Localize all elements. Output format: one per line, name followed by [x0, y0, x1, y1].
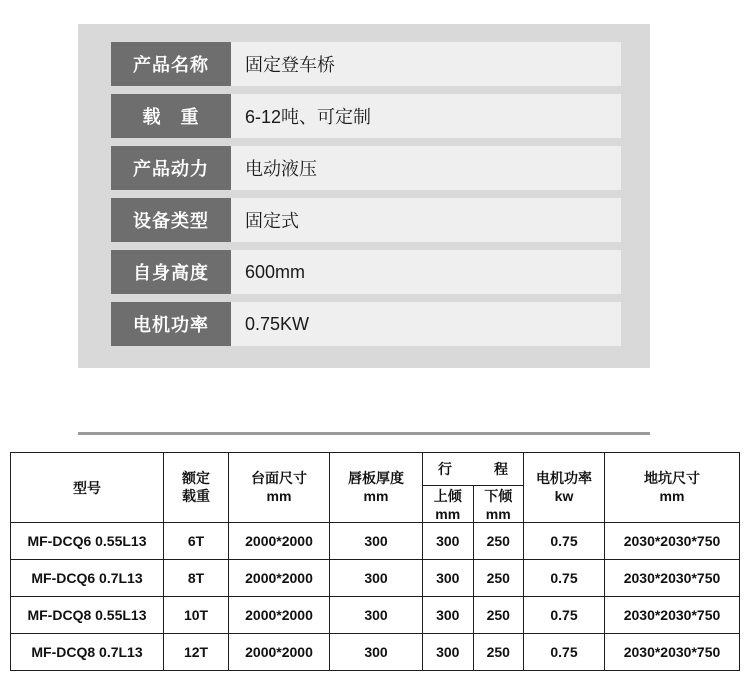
spec-table-head	[11, 453, 740, 523]
cell-platform: 2000*2000	[229, 597, 330, 634]
header-travel	[423, 453, 524, 486]
spec-label-equipment-type: 设备类型	[111, 198, 231, 242]
spec-value-motor-power: 0.75KW	[231, 302, 621, 346]
spec-label-motor-power: 电机功率	[111, 302, 231, 346]
spec-row-product-name	[111, 42, 621, 86]
header-capacity-line2: 载重	[182, 487, 210, 504]
cell-platform: 2000*2000	[229, 560, 330, 597]
cell-pit: 2030*2030*750	[605, 523, 740, 560]
spec-row-motor-power	[111, 302, 621, 346]
header-capacity-line1: 额定	[182, 470, 210, 486]
table-row	[11, 597, 740, 634]
cell-travel-up: 300	[423, 560, 474, 597]
cell-capacity: 8T	[164, 560, 229, 597]
spec-label-load-capacity: 载 重	[111, 94, 231, 138]
cell-capacity: 12T	[164, 634, 229, 671]
spec-row-equipment-type	[111, 198, 621, 242]
header-capacity	[164, 453, 229, 523]
cell-platform: 2000*2000	[229, 523, 330, 560]
section-divider	[78, 432, 650, 435]
cell-power: 0.75	[524, 634, 605, 671]
cell-power: 0.75	[524, 597, 605, 634]
header-lip-line1: 唇板厚度	[348, 470, 404, 486]
cell-travel-down: 250	[473, 523, 524, 560]
table-row	[11, 523, 740, 560]
table-row	[11, 560, 740, 597]
cell-capacity: 10T	[164, 597, 229, 634]
header-platform-line2: mm	[266, 487, 292, 504]
cell-lip: 300	[330, 597, 423, 634]
header-pit-line1: 地坑尺寸	[644, 470, 700, 486]
spec-table-body	[11, 523, 740, 671]
spec-value-power-type: 电动液压	[231, 146, 621, 190]
cell-capacity: 6T	[164, 523, 229, 560]
header-power-line1: 电机功率	[536, 470, 592, 486]
table-row	[11, 634, 740, 671]
table-header-row-1	[11, 453, 740, 486]
header-motor-power	[524, 453, 605, 523]
header-pit-line2: mm	[659, 487, 685, 504]
header-power-line2: kw	[554, 487, 574, 504]
cell-power: 0.75	[524, 560, 605, 597]
cell-travel-up: 300	[423, 597, 474, 634]
cell-platform: 2000*2000	[229, 634, 330, 671]
header-platform-size	[229, 453, 330, 523]
cell-travel-down: 250	[473, 634, 524, 671]
cell-power: 0.75	[524, 523, 605, 560]
cell-pit: 2030*2030*750	[605, 634, 740, 671]
cell-model: MF-DCQ8 0.55L13	[11, 597, 164, 634]
cell-pit: 2030*2030*750	[605, 597, 740, 634]
header-travel-up: 上倾mm	[423, 486, 474, 523]
header-travel-label: 行 程	[438, 461, 522, 477]
spec-value-self-height: 600mm	[231, 250, 621, 294]
cell-travel-up: 300	[423, 634, 474, 671]
header-model: 型号	[11, 453, 164, 523]
cell-lip: 300	[330, 634, 423, 671]
spec-label-product-name: 产品名称	[111, 42, 231, 86]
header-travel-down: 下倾mm	[473, 486, 524, 523]
spec-panel	[78, 24, 650, 368]
cell-travel-down: 250	[473, 597, 524, 634]
spec-label-power-type: 产品动力	[111, 146, 231, 190]
spec-value-equipment-type: 固定式	[231, 198, 621, 242]
spec-value-product-name: 固定登车桥	[231, 42, 621, 86]
header-platform-line1: 台面尺寸	[251, 470, 307, 486]
spec-row-load-capacity	[111, 94, 621, 138]
spec-table	[10, 452, 740, 671]
header-lip-line2: mm	[363, 487, 389, 504]
cell-model: MF-DCQ6 0.7L13	[11, 560, 164, 597]
cell-lip: 300	[330, 560, 423, 597]
spec-label-self-height: 自身高度	[111, 250, 231, 294]
spec-row-self-height	[111, 250, 621, 294]
cell-travel-down: 250	[473, 560, 524, 597]
header-pit-size	[605, 453, 740, 523]
spec-row-power-type	[111, 146, 621, 190]
spec-row-list	[111, 42, 621, 354]
cell-pit: 2030*2030*750	[605, 560, 740, 597]
header-lip-thickness	[330, 453, 423, 523]
spec-value-load-capacity: 6-12吨、可定制	[231, 94, 621, 138]
cell-model: MF-DCQ8 0.7L13	[11, 634, 164, 671]
cell-model: MF-DCQ6 0.55L13	[11, 523, 164, 560]
spec-table-wrapper	[10, 452, 740, 671]
cell-lip: 300	[330, 523, 423, 560]
cell-travel-up: 300	[423, 523, 474, 560]
